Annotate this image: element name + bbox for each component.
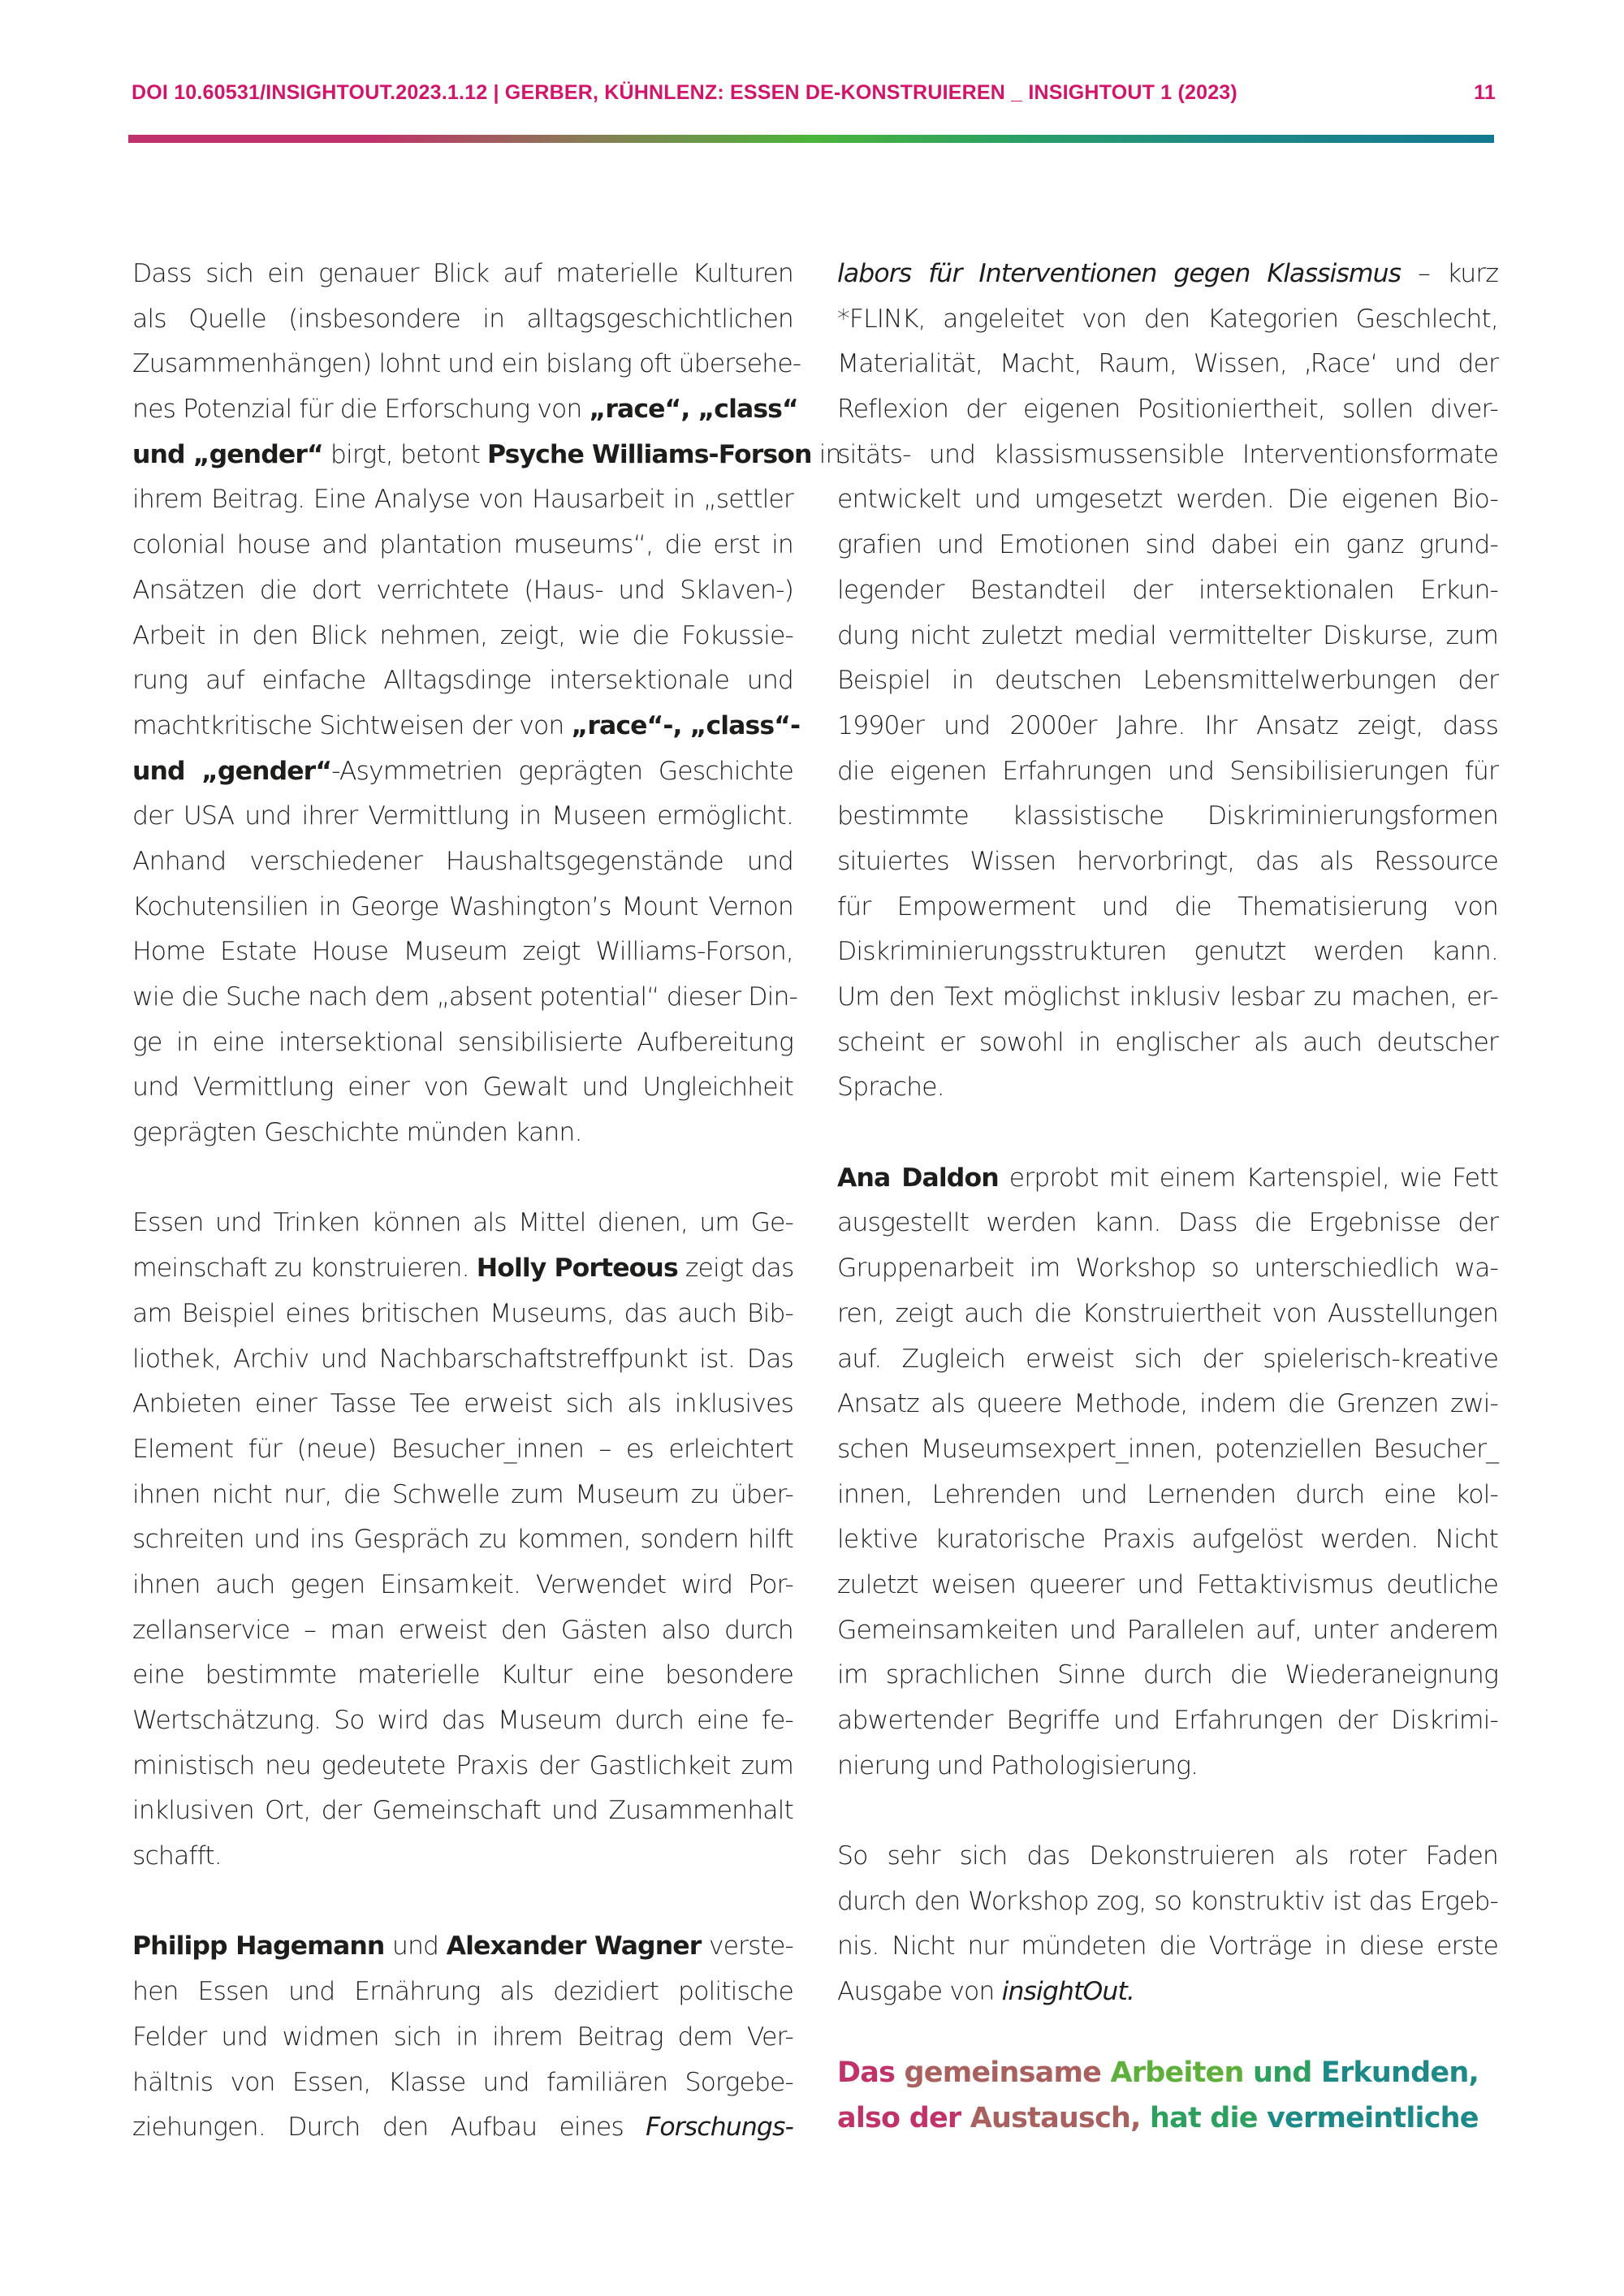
text-line: Element für (neue) Besucher_innen – es erleichtert [132, 1434, 793, 1464]
paragraph-gap [837, 1789, 1498, 1834]
text-line: ren, zeigt auch die Konstruiertheit von Ausstellungen [837, 1298, 1498, 1328]
text-line: nierung und Pathologisierung. [837, 1750, 1199, 1780]
text-line: 1990er und 2000er Jahre. Ihr Ansatz zeigt, dass [837, 710, 1498, 740]
text-line: ihrem Beitrag. Eine Analyse von Hausarbeit in „settler [132, 485, 793, 515]
text-line: schafft. [132, 1841, 222, 1871]
text-span: machtkritische Sichtweisen der von [132, 710, 572, 740]
text-line: grafien und Emotionen sind dabei ein ganz grund- [837, 530, 1498, 560]
text-line: Arbeit in den Blick nehmen, zeigt, wie die Fokussie- [132, 620, 793, 650]
text-line: Dass sich ein genauer Blick auf materielle Kulturen [132, 259, 793, 288]
text-line: ihnen nicht nur, die Schwelle zum Museum zu über- [132, 1479, 793, 1509]
paragraph-porteous [132, 1201, 793, 1879]
text-line: legender Bestandteil der intersektionalen Erkun- [837, 575, 1498, 605]
text-line [837, 252, 1498, 297]
text-line [132, 1924, 793, 1970]
text-line: Ansatz als queere Methode, indem die Grenzen zwi- [837, 1389, 1498, 1419]
text-line: Um den Text möglichst inklusiv lesbar zu machen, er- [837, 982, 1498, 1012]
text-line: liothek, Archiv und Nachbarschaftstreffpunkt ist. Das [132, 1344, 793, 1374]
text-span: nes Potenzial für die Erforschung von [132, 395, 590, 425]
pull-word: Austausch, [970, 2102, 1151, 2134]
text-line: ausgestellt werden kann. Dass die Ergebnisse der [837, 1208, 1498, 1238]
text-line: abwertender Begriffe und Erfahrungen der Diskrimi- [837, 1706, 1498, 1735]
text-line: Kochutensilien in George Washington’s Mount Vernon [132, 891, 793, 921]
text-line: der USA und ihrer Vermittlung in Museen ermöglicht. [132, 801, 793, 831]
text-line: am Beispiel eines britischen Museums, das auch Bib- [132, 1298, 793, 1328]
italic-term: labors für Interventionen gegen Klassismus [837, 259, 1402, 288]
text-line: für Empowerment und die Thematisierung von [837, 891, 1498, 921]
text-line: hen Essen und Ernährung als dezidiert politische [132, 1977, 793, 2007]
text-line: schen Museumsexpert_innen, potenziellen Besucher_ [837, 1434, 1498, 1464]
text-span: Ausgabe von [837, 1977, 1002, 2007]
text-line: situiertes Wissen hervorbringt, das als Ressource [837, 846, 1498, 876]
pull-quote-line [837, 2095, 1503, 2141]
author-name: Ana Daldon [837, 1163, 999, 1193]
journal-title: insightOut. [1001, 1977, 1135, 2007]
text-line: Gemeinsamkeiten und Parallelen auf, unter anderem [837, 1615, 1498, 1645]
text-line: hältnis von Essen, Klasse und familiären Sorgebe- [132, 2067, 793, 2097]
text-line: schreiten und ins Gespräch zu kommen, sondern hilft [132, 1525, 793, 1555]
text-line [132, 749, 793, 795]
text-line [837, 1970, 1498, 2015]
paragraph-hagemann-wagner [132, 1924, 793, 2150]
left-column [132, 252, 841, 2151]
text-line [837, 1156, 1498, 1202]
running-header [132, 81, 1496, 114]
text-line: bestimmte klassistische Diskriminierungsformen [837, 801, 1498, 831]
text-line: Diskriminierungsstrukturen genutzt werden kann. [837, 937, 1498, 967]
pull-word: und [1252, 2056, 1321, 2089]
text-line: entwickelt und umgesetzt werden. Die eigenen Bio- [837, 485, 1498, 515]
text-line [132, 387, 798, 433]
pull-word: also [837, 2102, 909, 2134]
italic-term: Forschungs- [646, 2113, 793, 2143]
paragraph-gap [837, 1111, 1498, 1156]
text-line: inklusiven Ort, der Gemeinschaft und Zusammenhalt [132, 1796, 793, 1826]
text-span: verste- [701, 1931, 794, 1962]
text-line [132, 704, 801, 749]
text-line: colonial house and plantation museums“, die erst in [132, 530, 793, 560]
text-span: zeigt das [677, 1254, 794, 1284]
text-line: ministisch neu gedeutete Praxis der Gastlichkeit zum [132, 1750, 793, 1780]
text-span: in [811, 439, 841, 469]
text-span: und [384, 1931, 447, 1962]
text-line: Essen und Trinken können als Mittel dienen, um Ge- [132, 1208, 793, 1238]
text-line: Materialität, Macht, Raum, Wissen, ‚Race‘ und der [837, 349, 1498, 379]
text-line: innen, Lehrenden und Lernenden durch eine kol- [837, 1479, 1498, 1509]
text-span: birgt, betont [322, 439, 488, 469]
paragraph-daldon [837, 1156, 1498, 1789]
text-line: scheint er sowohl in englischer als auch deutscher [837, 1027, 1498, 1057]
pull-word: vermeintliche [1267, 2102, 1479, 2134]
author-name: Alexander Wagner [446, 1931, 702, 1962]
text-line: eine bestimmte materielle Kultur eine besondere [132, 1660, 793, 1690]
text-line: Home Estate House Museum zeigt Williams-Forson, [132, 937, 793, 967]
bold-term: „race“, „class“ [589, 395, 798, 425]
text-span: -Asymmetrien geprägten Geschichte [331, 756, 793, 786]
text-line: Anbieten einer Tasse Tee erweist sich als inklusives [132, 1389, 793, 1419]
text-span: – kurz [1401, 259, 1498, 288]
text-line: Wertschätzung. So wird das Museum durch eine fe- [132, 1706, 793, 1735]
bold-term: und „gender“ [132, 756, 332, 786]
paragraph-williams-forson [132, 252, 841, 1156]
text-line: Beispiel in deutschen Lebensmittelwerbungen der [837, 666, 1498, 696]
text-line: als Quelle (insbesondere in alltagsgeschichtlichen [132, 304, 793, 334]
text-line: wie die Suche nach dem „absent potential“ dieser Din- [132, 982, 798, 1012]
pull-word: Erkunden, [1320, 2056, 1479, 2089]
text-line: sitäts- und klassismussensible Interventionsformate [837, 439, 1498, 469]
text-line: So sehr sich das Dekonstruieren als roter Faden [837, 1841, 1498, 1871]
paragraph-gap [132, 1156, 793, 1202]
text-span: meinschaft zu konstruieren. [132, 1254, 477, 1284]
text-line: Gruppenarbeit im Workshop so unterschiedlich wa- [837, 1254, 1498, 1284]
page-number: 11 [1474, 81, 1496, 104]
paragraph-gap [132, 1880, 793, 1925]
text-line [132, 433, 841, 478]
paragraph-flink [837, 252, 1498, 1111]
text-line: *FLINK, angeleitet von den Kategorien Geschlecht, [837, 304, 1498, 334]
text-line: ihnen auch gegen Einsamkeit. Verwendet wird Por- [132, 1569, 793, 1599]
text-line: und Vermittlung einer von Gewalt und Ungleichheit [132, 1072, 793, 1103]
gradient-rule [128, 135, 1494, 143]
text-line [132, 1246, 793, 1292]
pull-word: hat die [1150, 2102, 1268, 2134]
pull-word: Das [837, 2056, 905, 2089]
text-line: durch den Workshop zog, so konstruktiv ist das Ergeb- [837, 1886, 1498, 1916]
text-line: Ansätzen die dort verrichtete (Haus- und Sklaven-) [132, 575, 793, 605]
author-name: Psyche Williams-Forson [487, 439, 812, 469]
text-line: Sprache. [837, 1072, 944, 1103]
text-line: Anhand verschiedener Haushaltsgegenstände und [132, 846, 793, 876]
text-line: ge in eine intersektional sensibilisierte Aufbereitung [132, 1027, 793, 1057]
text-line: im sprachlichen Sinne durch die Wiederaneignung [837, 1660, 1498, 1690]
text-line: Reflexion der eigenen Positioniertheit, sollen diver- [837, 395, 1498, 425]
pull-word: der [909, 2102, 970, 2134]
text-span: ziehungen. Durch den Aufbau eines [132, 2113, 646, 2143]
text-line: nis. Nicht nur mündeten die Vorträge in diese erste [837, 1931, 1498, 1962]
text-line: auf. Zugleich erweist sich der spielerisch-kreative [837, 1344, 1498, 1374]
bold-term: „race“-, „class“- [571, 710, 801, 740]
text-line: rung auf einfache Alltagsdinge intersektionale und [132, 666, 793, 696]
text-line: Zusammenhängen) lohnt und ein bislang oft übersehe- [132, 349, 801, 379]
text-line: die eigenen Erfahrungen und Sensibilisierungen für [837, 756, 1498, 786]
pull-word: Arbeiten [1110, 2056, 1253, 2089]
right-column [837, 252, 1498, 2015]
running-title: DOI 10.60531/INSIGHTOUT.2023.1.12 | GERBER, KÜHNLENZ: ESSEN DE-KONSTRUIEREN _ INSIGHTOUT 1 (2023) [132, 81, 1237, 104]
text-span: erprobt mit einem Kartenspiel, wie Fett [998, 1163, 1498, 1193]
author-name: Philipp Hagemann [132, 1931, 385, 1962]
pull-word: gemeinsame [904, 2056, 1111, 2089]
text-line: zuletzt weisen queerer und Fettaktivismus deutliche [837, 1569, 1498, 1599]
pull-quote [837, 2050, 1503, 2141]
author-name: Holly Porteous [476, 1254, 678, 1284]
pull-quote-line [837, 2050, 1503, 2095]
text-line: dung nicht zuletzt medial vermittelter Diskurse, zum [837, 620, 1498, 650]
text-line: Felder und widmen sich in ihrem Beitrag dem Ver- [132, 2022, 793, 2052]
paragraph-conclusion [837, 1834, 1498, 2015]
bold-term: und „gender“ [132, 439, 323, 469]
text-line: lektive kuratorische Praxis aufgelöst werden. Nicht [837, 1525, 1498, 1555]
text-line [132, 2105, 793, 2151]
text-line: geprägten Geschichte münden kann. [132, 1118, 582, 1148]
text-line: zellanservice – man erweist den Gästen also durch [132, 1615, 793, 1645]
